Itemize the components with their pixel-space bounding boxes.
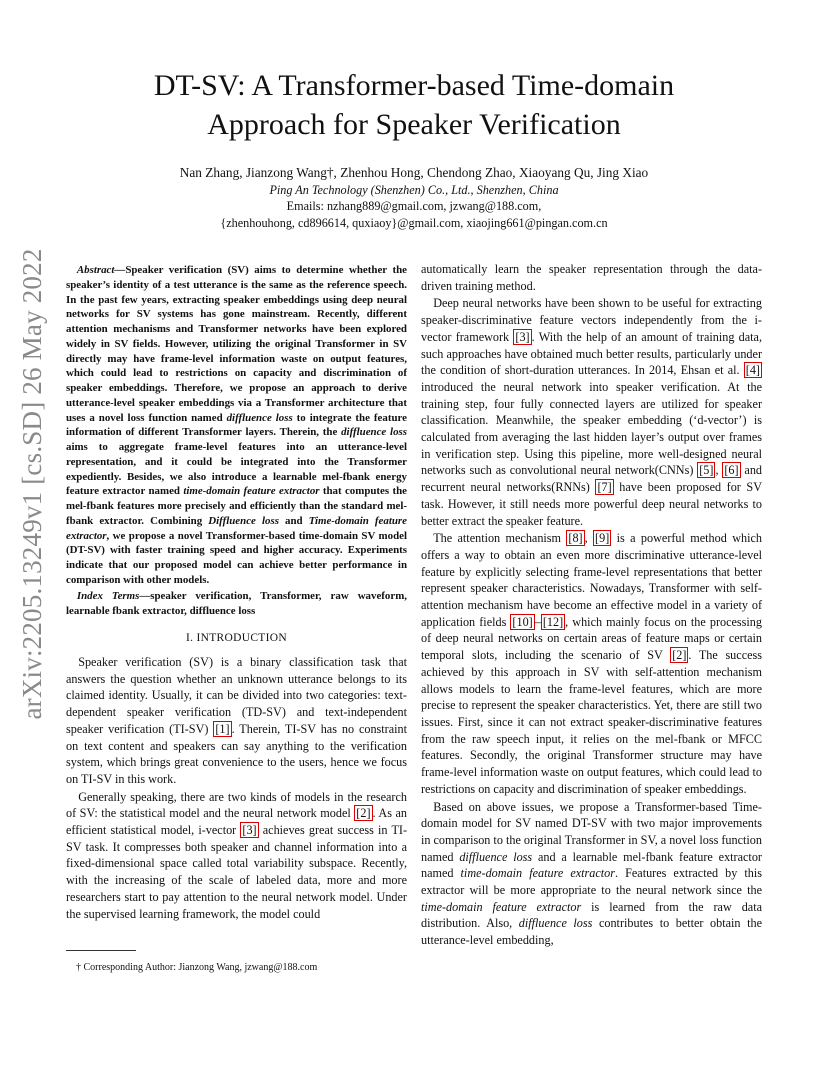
emphasis: diffluence loss [459, 849, 533, 864]
footnote: † Corresponding Author: Jianzong Wang, jzwang@188.com [76, 962, 318, 973]
text: , [715, 463, 723, 478]
intro-left [66, 654, 407, 922]
text: . With the help of an amount of training data, such approaches have obtained much better results, particularly under the condition of short-duration utterances. In 2014, Ehsan et al. [421, 329, 762, 378]
affiliation: Ping An Technology (Shenzhen) Co., Ltd., Shenzhen, China [269, 183, 559, 197]
text: Deep neural networks have been shown to be useful for extracting speaker-discriminative feature vectors independently from the i-vector framework [421, 296, 762, 344]
text: . The success achieved by this approach in SV with self-attention mechanism allows models to learn the frame-level features, which are more precise to represent the speaker characteristics. Yet, there are still two issues. First, since it can not extract speaker-discriminative features from the raw speech input, it relies on the mel-fbank or MFCC features. Secondly, the original Transformer structure may have frame-level information waste on output features, which could lead to restrictions on capacity and discrimination of speaker embeddings. [421, 648, 762, 796]
text: Based on above issues, we propose a Transformer-based Time-domain model for SV named DT-SV with two major improvements in comparison to the original Transformer in SV, a novel loss function named [421, 799, 762, 864]
title-line-2: Approach for Speaker Verification [207, 108, 621, 141]
abstract-label: Abstract— [76, 264, 126, 276]
abstract-text: to integrate the feature information of different Transformer layers. Therein, the [66, 411, 407, 439]
citation-link[interactable]: [7] [597, 480, 612, 495]
emphasis: diffluence loss [518, 916, 593, 931]
text: Speaker verification (SV) is a binary classification task that answers the question whether an unknown utterance belongs to its claimed identity. Usually, it can be divided into two categories: text-dependent speaker verification (TD-SV) and text-independent speaker verification (TI-SV) [66, 655, 407, 736]
text: , [584, 531, 594, 546]
paragraph [66, 654, 407, 788]
text: , which mainly focus on the processing of deep neural networks on certain areas of feature maps or certain temporal slots, including the scenario of SV [421, 614, 762, 663]
title-line-1: DT-SV: A Transformer-based Time-domain [153, 69, 675, 102]
index-terms-label: Index Terms [76, 590, 140, 602]
citation-link[interactable]: [2] [356, 806, 371, 821]
emails-line-1: Emails: nzhang889@gmail.com, jzwang@188.com, [286, 199, 542, 213]
abstract-text: that computes the mel-fbank features more precisely and efficiently than the standard mel-fbank extractor. Combining [66, 485, 407, 527]
citation-link[interactable]: [2] [672, 648, 687, 663]
abstract-text: Speaker verification (SV) aims to determine whether the speaker’s identity of a test utterance is the same as the reference speech. In the past few years, extracting speaker embeddings using deep neural networks for SV systems has gone mainstream. Recently, different attention mechanisms and Transformer networks have been explored widely in SV fields. However, utilizing the original Transformer in SV directly may have frame-level information waste on output features, which could lead to restrictions on capacity and discrimination of speaker embeddings. Therefore, we propose an approach to derive utterance-level speaker embeddings via a Transformer architecture that uses a novel loss function named [66, 264, 407, 424]
text: is learned from the raw data distribution. Also, [421, 899, 762, 931]
citation-link[interactable]: [10] [512, 614, 533, 629]
paragraph [421, 295, 762, 529]
text: introduced the neural network into speaker verification. At the training step, four fully connected layers are utilized for speaker classification. Meanwhile, the speaker embedding (‘d-vector’) is calculated from averaging the last hidden layer’s output over frames in verification step. Using this pipeline, more well-designed neural networks such as convolutional neural network(CNNs) [421, 379, 762, 478]
citation-link[interactable]: [3] [242, 823, 257, 838]
abstract-emphasis: diffluence loss [341, 426, 407, 439]
emails [60, 198, 768, 232]
author-list: Nan Zhang, Jianzong Wang†, Zhenhou Hong, Chendong Zhao, Xiaoyang Qu, Jing Xiao [179, 165, 649, 180]
citation-link[interactable]: [6] [724, 463, 739, 478]
text: is a powerful method which offers a way to obtain an even more discriminative utterance-level feature by explicitly selecting frame-level representations that better represent speaker characteristics. Nowadays, Transformer with self-attention mechanism have become an effective model in a variety of application fields [421, 531, 762, 629]
citation-link[interactable]: [12] [542, 614, 564, 629]
arxiv-stamp: arXiv:2205.13249v1 [cs.SD] 26 May 2022 [17, 248, 47, 720]
text: – [534, 614, 541, 629]
index-terms [66, 589, 407, 619]
paragraph [421, 530, 762, 797]
abstract-emphasis: diffluence loss [226, 411, 293, 424]
abstract-emphasis: Time-domain feature extractor [66, 514, 407, 542]
index-terms-text: —speaker verification, Transformer, raw waveform, learnable fbank extractor, diffluence loss [66, 590, 407, 617]
citation-link[interactable]: [3] [515, 329, 530, 344]
abstract-text: and [278, 514, 309, 527]
text: achieves great success in TI-SV task. It compresses both speaker and channel information into a fixed-dimensional space called total variability subspace. Recently, with the increasing of the scale of labeled data, more and more researchers start to pay attention to the neural network model. Under the supervised learning framework, the model could [66, 823, 408, 921]
abstract-text: aims to aggregate frame-level features into an utterance-level representation, and it could be integrated into the Transformer expediently. Besides, we also introduce a learnable mel-fbank energy feature extractor named [66, 441, 407, 498]
emails-line-2: {zhenhouhong, cd896614, quxiaoy}@gmail.com, xiaojing661@pingan.com.cn [220, 216, 608, 230]
citation-link[interactable]: [5] [699, 463, 714, 478]
citation-link[interactable]: [8] [568, 531, 583, 546]
citation-link[interactable]: [9] [595, 531, 610, 546]
abstract [66, 263, 407, 588]
text: . As an efficient statistical model, i-vector [66, 806, 408, 838]
citation-link[interactable]: [4] [745, 363, 760, 378]
text: The attention mechanism [433, 531, 567, 546]
text: have been proposed for SV task. However, it still needs more powerful deep neural networks to better extract the speaker feature. [421, 480, 763, 528]
intro-right [421, 261, 762, 949]
citation-link[interactable]: [1] [215, 721, 230, 736]
paragraph [66, 789, 407, 923]
abstract-emphasis: Diffluence loss [208, 514, 279, 527]
text: and a learnable mel-fbank feature extractor named [421, 849, 762, 881]
text: . Features extracted by this extractor will be more appropriate to the neural network since the [421, 866, 762, 898]
paragraph: automatically learn the speaker representation through the data-driven training method. [421, 262, 762, 293]
emphasis: time-domain feature extractor [421, 899, 582, 914]
emphasis: time-domain feature extractor [460, 866, 615, 881]
footnote-rule [66, 950, 136, 951]
text: and recurrent neural networks(RNNs) [421, 463, 763, 495]
paper-title [60, 66, 768, 144]
section-heading: I. INTRODUCTION [186, 632, 287, 644]
abstract-emphasis: time-domain feature extractor [183, 485, 320, 498]
abstract-text: , we propose a novel Transformer-based time-domain SV model (DT-SV) with faster training speed and higher accuracy. Experiments indicate that our proposed model can achieve better performance in comparison with other models. [66, 529, 407, 586]
text: contributes to better obtain the utterance-level embedding, [421, 916, 762, 948]
paragraph [421, 799, 762, 949]
text: Generally speaking, there are two kinds of models in the research of SV: the statistical model and the neural network model [66, 789, 407, 821]
text: . Therein, TI-SV has no constraint on text content and speakers can say anything to the verification system, which brings great convenience to the users, hence we focus on TI-SV in this work. [66, 721, 407, 786]
